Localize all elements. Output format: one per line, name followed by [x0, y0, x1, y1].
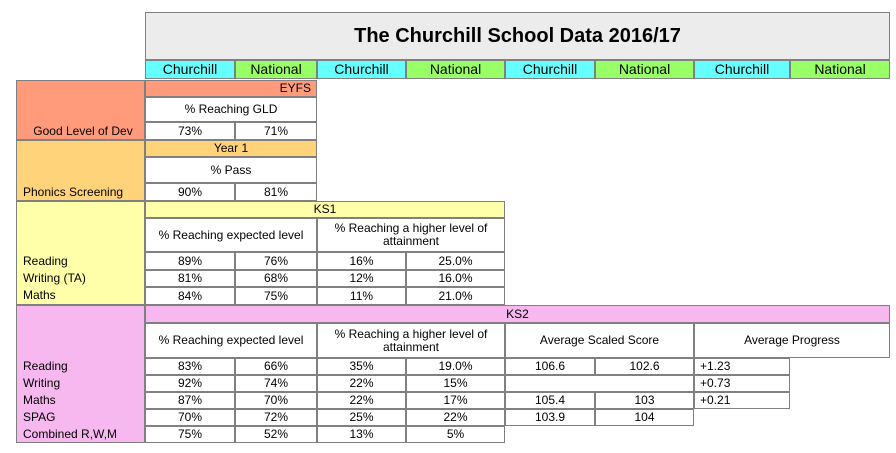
eyfs-national-value: 71%	[235, 122, 317, 140]
ks2-cell: 22%	[317, 392, 406, 409]
ks2-cell: 22%	[317, 375, 406, 392]
ks1-row-label: Writing (TA)	[18, 271, 143, 286]
ks1-cell: 75%	[235, 287, 317, 305]
header-churchill-4: Churchill	[694, 60, 790, 79]
ks2-cell: 22%	[406, 409, 505, 426]
eyfs-churchill-value: 73%	[145, 122, 235, 140]
ks2-cell: 52%	[235, 426, 317, 443]
header-national-2: National	[406, 60, 505, 79]
eyfs-row-label	[18, 124, 143, 139]
ks2-cell: +0.73	[694, 375, 790, 392]
ks2-cell: 75%	[145, 426, 235, 443]
ks2-cell: 102.6	[595, 358, 694, 375]
ks2-expected-header: % Reaching expected level	[145, 323, 317, 358]
header-national-3: National	[595, 60, 694, 79]
ks1-cell: 25.0%	[406, 252, 505, 270]
ks1-cell: 11%	[317, 287, 406, 305]
eyfs-metric-header: % Reaching GLD	[145, 97, 317, 122]
ks2-cell: 103.9	[505, 409, 595, 426]
ks2-cell: 74%	[235, 375, 317, 392]
eyfs-row-label-text: Good Level of Dev	[33, 124, 133, 138]
year1-metric-header: % Pass	[145, 157, 317, 183]
ks2-cell: 70%	[235, 392, 317, 409]
ks2-cell: 5%	[406, 426, 505, 443]
ks1-row-label: Reading	[18, 254, 143, 269]
ks2-cell: 66%	[235, 358, 317, 375]
ks2-cell: 17%	[406, 392, 505, 409]
header-national-1: National	[235, 60, 317, 79]
ks1-cell: 81%	[145, 270, 235, 287]
ks1-higher-header: % Reaching a higher level of attainment	[317, 218, 505, 252]
year1-churchill-value: 90%	[145, 183, 235, 201]
ks2-cell: 83%	[145, 358, 235, 375]
ks1-cell: 21.0%	[406, 287, 505, 305]
ks2-cell: 35%	[317, 358, 406, 375]
ks1-cell: 89%	[145, 252, 235, 270]
ks2-cell: 72%	[235, 409, 317, 426]
ks2-cell: 13%	[317, 426, 406, 443]
header-national-4: National	[790, 60, 890, 79]
header-churchill-3: Churchill	[505, 60, 595, 79]
ks2-cell: 25%	[317, 409, 406, 426]
ks1-cell: 16.0%	[406, 270, 505, 287]
ks2-cell-empty	[505, 375, 694, 392]
ks1-cell: 16%	[317, 252, 406, 270]
ks2-section-title: KS2	[145, 305, 890, 323]
ks1-section-title: KS1	[145, 201, 505, 218]
ks2-cell: +1.23	[694, 358, 790, 375]
year1-row-label: Phonics Screening	[18, 185, 143, 200]
ks2-row-label: Writing	[18, 376, 143, 391]
ks2-cell: 103	[595, 392, 694, 409]
ks1-cell: 84%	[145, 287, 235, 305]
ks2-row-label: Maths	[18, 393, 143, 408]
eyfs-section-title: EYFS	[145, 80, 317, 97]
ks1-expected-header: % Reaching expected level	[145, 218, 317, 252]
ks2-cell: 70%	[145, 409, 235, 426]
ks2-row-label: Combined R,W,M	[18, 427, 143, 442]
ks2-cell: 106.6	[505, 358, 595, 375]
ks2-cell: 104	[595, 409, 694, 426]
ks1-row-label: Maths	[18, 288, 143, 303]
ks2-cell: 87%	[145, 392, 235, 409]
header-churchill-2: Churchill	[317, 60, 406, 79]
ks2-cell: 19.0%	[406, 358, 505, 375]
ks1-cell: 68%	[235, 270, 317, 287]
ks2-cell: 92%	[145, 375, 235, 392]
ks2-scaled-header: Average Scaled Score	[505, 323, 694, 358]
ks1-cell: 12%	[317, 270, 406, 287]
ks2-row-label: SPAG	[18, 410, 143, 425]
ks1-cell: 76%	[235, 252, 317, 270]
ks2-cell: +0.21	[694, 392, 790, 409]
ks2-cell: 105.4	[505, 392, 595, 409]
ks2-row-label: Reading	[18, 359, 143, 374]
ks2-cell: 15%	[406, 375, 505, 392]
page-title: The Churchill School Data 2016/17	[145, 12, 890, 60]
ks2-higher-header: % Reaching a higher level of attainment	[317, 323, 505, 358]
year1-section-title: Year 1	[145, 140, 317, 157]
year1-national-value: 81%	[235, 183, 317, 201]
ks2-progress-header: Average Progress	[694, 323, 890, 358]
header-churchill-1: Churchill	[145, 60, 235, 79]
